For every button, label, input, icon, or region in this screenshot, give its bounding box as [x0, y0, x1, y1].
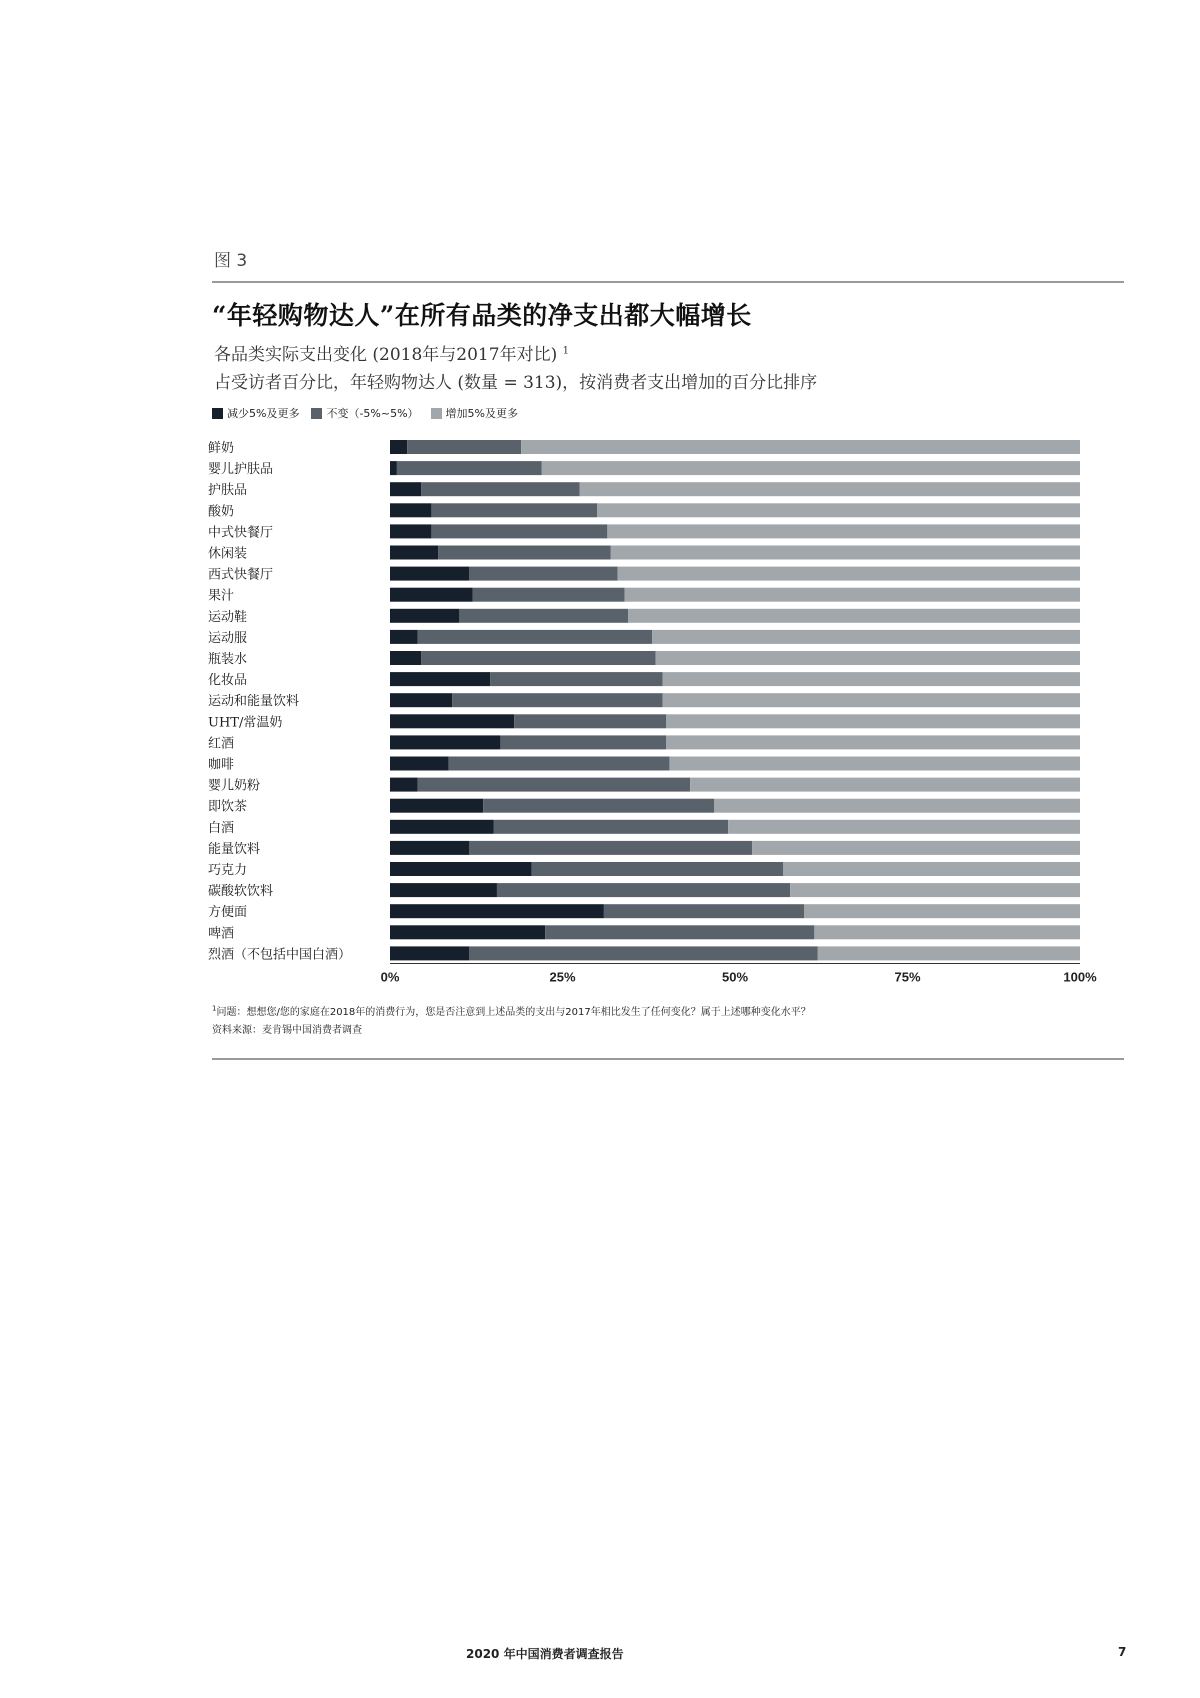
category-label: 巧克力 [208, 863, 248, 878]
chart-title: “年轻购物达人”在所有品类的净支出都大幅增长 [212, 301, 752, 330]
bar-segment-decrease [390, 588, 473, 602]
category-label: 咖啡 [208, 757, 235, 773]
bar-segment-same [452, 693, 662, 707]
x-tick-label: 100% [1063, 969, 1097, 985]
bar-segment-decrease [390, 503, 431, 517]
bar-segment-increase [625, 588, 1080, 602]
bar-segment-same [514, 714, 666, 728]
chart-subtitle-2: 占受访者百分比，年轻购物达人 (数量 = 313)，按消费者支出增加的百分比排序 [214, 373, 818, 393]
category-label: 即饮茶 [208, 799, 248, 815]
subtitle-footnote-marker: 1 [562, 345, 569, 357]
footer-report-title: 2020 年中国消费者调查报告 [466, 1647, 624, 1661]
page-number: 7 [1118, 1645, 1127, 1659]
bar-segment-decrease [390, 862, 531, 876]
bar-segment-decrease [390, 883, 497, 897]
bar-segment-increase [666, 714, 1080, 728]
bar-segment-increase [611, 546, 1080, 560]
bar-segment-decrease [390, 904, 604, 918]
bar-segment-increase [804, 904, 1080, 918]
bar-segment-same [438, 546, 611, 560]
bar-segment-same [431, 503, 597, 517]
x-tick-label: 75% [894, 969, 921, 985]
bar-segment-decrease [390, 630, 418, 644]
bar-segment-same [418, 630, 653, 644]
figure-label: 图 3 [214, 251, 248, 271]
bar-segment-same [545, 925, 814, 939]
legend-label-increase: 增加5%及更多 [445, 407, 518, 420]
category-label: 运动鞋 [208, 609, 248, 625]
subtitle-line1-text: 各品类实际支出变化 (2018年与2017年对比) [214, 345, 558, 365]
bar-segment-decrease [390, 799, 483, 813]
category-label: 护肤品 [208, 483, 248, 499]
bar-segment-increase [652, 630, 1080, 644]
x-tick-label: 50% [721, 969, 749, 985]
bar-segment-increase [728, 820, 1080, 834]
bar-segment-increase [580, 482, 1080, 496]
bar-segment-same [449, 757, 670, 771]
bar-segment-same [469, 841, 752, 855]
bar-segment-decrease [390, 841, 469, 855]
bar-segment-increase [714, 799, 1080, 813]
category-label: 运动和能量饮料 [208, 694, 300, 710]
bar-segment-increase [814, 925, 1080, 939]
bar-segment-same [397, 461, 542, 475]
bar-segment-decrease [390, 672, 490, 686]
bar-segment-increase [783, 862, 1080, 876]
x-tick-label: 0% [380, 969, 400, 985]
bar-segment-decrease [390, 440, 407, 454]
bar-segment-increase [607, 524, 1080, 538]
x-tick-label: 25% [549, 969, 576, 985]
bar-segment-decrease [390, 609, 459, 623]
category-label: 瓶装水 [208, 652, 248, 667]
bar-segment-increase [818, 946, 1080, 960]
category-label: 啤酒 [208, 926, 235, 942]
bar-segment-same [473, 588, 625, 602]
bar-segment-decrease [390, 946, 469, 960]
bar-segment-decrease [390, 714, 514, 728]
category-label: 运动服 [208, 630, 248, 646]
category-label: 能量饮料 [208, 841, 261, 857]
source-note: 资料来源：麦肯锡中国消费者调查 [212, 1025, 362, 1036]
bar-segment-same [497, 883, 790, 897]
bar-segment-same [459, 609, 628, 623]
bar-segment-increase [656, 651, 1080, 665]
category-label: 白酒 [208, 820, 235, 836]
bar-segment-decrease [390, 461, 397, 475]
bar-segment-decrease [390, 482, 421, 496]
bar-segment-decrease [390, 546, 438, 560]
category-label: 酸奶 [208, 504, 235, 520]
bar-segment-same [490, 672, 663, 686]
bar-segment-decrease [390, 778, 418, 792]
bar-segment-decrease [390, 524, 431, 538]
bar-segment-increase [666, 735, 1080, 749]
bar-segment-same [531, 862, 783, 876]
bar-segment-decrease [390, 651, 421, 665]
category-label: 红酒 [208, 736, 235, 752]
bar-segment-decrease [390, 820, 494, 834]
category-label: 化妆品 [208, 673, 248, 689]
bar-segment-increase [521, 440, 1080, 454]
category-label: 方便面 [208, 905, 248, 921]
bar-segment-increase [690, 778, 1080, 792]
bar-segment-same [407, 440, 521, 454]
bar-segment-same [469, 567, 617, 581]
bar-segment-same [604, 904, 804, 918]
category-label: 婴儿护肤品 [208, 462, 274, 478]
bar-segment-same [483, 799, 714, 813]
bar-segment-same [421, 651, 656, 665]
footnote-marker: 1 [212, 1004, 217, 1013]
bar-segment-increase [618, 567, 1080, 581]
bar-segment-increase [663, 693, 1080, 707]
bottom-divider [212, 1058, 1124, 1060]
legend-label-same: 不变（-5%~5%） [326, 407, 419, 420]
bar-segment-increase [663, 672, 1080, 686]
bar-segment-same [500, 735, 666, 749]
footnote-text: 问题：想想您/您的家庭在2018年的消费行为，您是否注意到上述品类的支出与2017年相比发生了任何变化？属于上述哪种变化水平？ [216, 1007, 811, 1018]
bar-segment-decrease [390, 693, 452, 707]
bar-segment-same [494, 820, 729, 834]
bar-segment-increase [628, 609, 1080, 623]
category-label: 鲜奶 [208, 441, 235, 456]
bar-segment-same [421, 482, 580, 496]
category-label: 果汁 [208, 588, 235, 604]
bar-segment-decrease [390, 567, 469, 581]
bar-segment-increase [542, 461, 1080, 475]
category-label: 碳酸软饮料 [208, 884, 274, 900]
bar-segment-increase [752, 841, 1080, 855]
category-label: 休闲装 [208, 546, 248, 562]
bar-segment-increase [790, 883, 1080, 897]
bar-segment-decrease [390, 925, 545, 939]
bar-segment-decrease [390, 757, 449, 771]
footnote [212, 1003, 811, 1018]
category-label: 西式快餐厅 [208, 567, 274, 583]
category-label: 婴儿奶粉 [208, 778, 261, 794]
bar-segment-increase [597, 503, 1080, 517]
bar-segment-increase [669, 757, 1080, 771]
category-label: UHT/常温奶 [208, 715, 283, 731]
category-label: 烈酒（不包括中国白酒） [208, 947, 352, 963]
category-label: 中式快餐厅 [208, 525, 274, 541]
legend-label-decrease: 减少5%及更多 [227, 407, 300, 420]
bar-segment-same [469, 946, 817, 960]
bar-segment-decrease [390, 735, 500, 749]
bar-segment-same [431, 524, 607, 538]
bar-segment-same [418, 778, 691, 792]
